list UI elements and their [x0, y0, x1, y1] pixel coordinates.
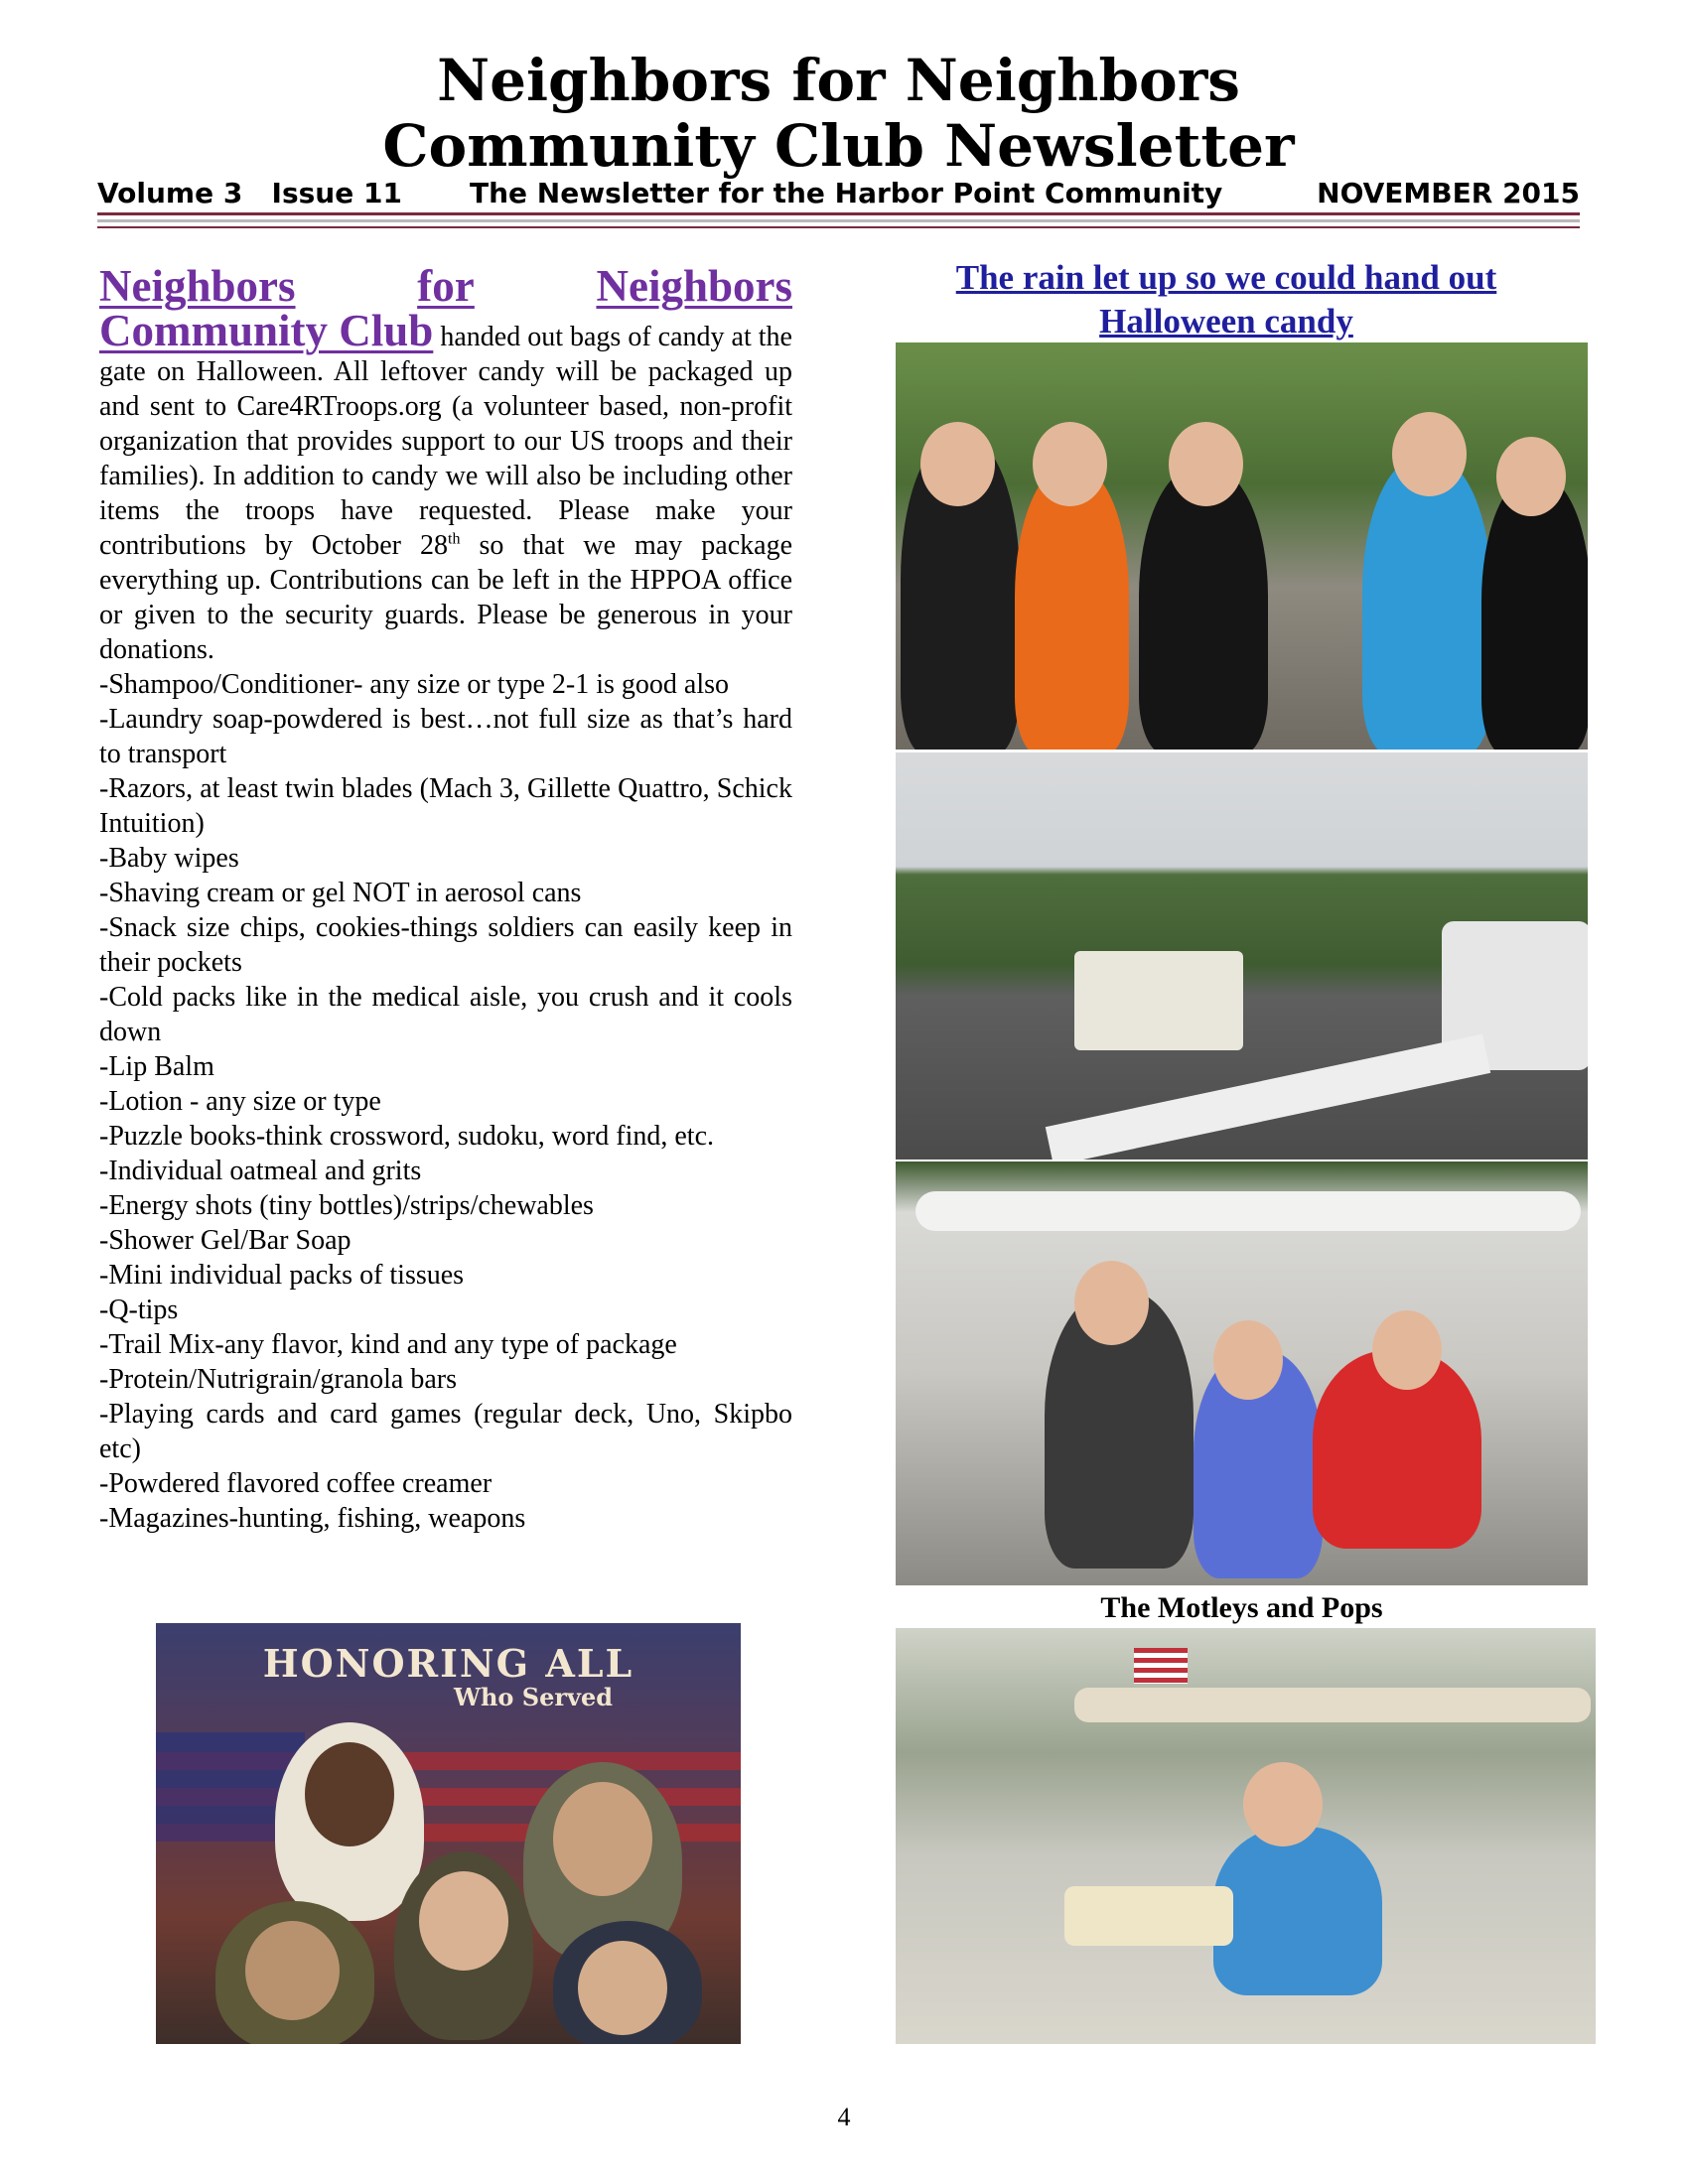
poster-title: HONORING ALL — [262, 1641, 634, 1686]
photo-ladies-with-candy — [896, 342, 1588, 750]
requested-item: -Playing cards and card games (regular deck, Uno, Skipbo etc) — [99, 1399, 792, 1464]
requested-item: -Trail Mix-any flavor, kind and any type of package — [99, 1329, 677, 1360]
motleys-caption: The Motleys and Pops — [1100, 1591, 1383, 1624]
requested-item: -Shaving cream or gel NOT in aerosol cans — [99, 878, 582, 908]
article-intro — [99, 306, 792, 667]
masthead-title-line1: Neighbors for Neighbors — [437, 47, 1240, 114]
headline-word-1: Neighbors — [99, 261, 296, 311]
requested-item: -Shower Gel/Bar Soap — [99, 1225, 352, 1256]
poster-subtitle: Who Served — [454, 1683, 614, 1711]
us-flag — [1134, 1648, 1188, 1684]
requested-item: -Shampoo/Conditioner- any size or type 2-1 is good also — [99, 669, 730, 700]
photo-man-in-cart — [896, 1628, 1596, 2044]
soldier-face — [245, 1921, 340, 2020]
marine-face — [578, 1941, 667, 2035]
requested-item: -Lotion - any size or type — [99, 1086, 381, 1117]
masthead-rule-middle — [97, 219, 1580, 222]
requested-item: -Razors, at least twin blades (Mach 3, Gillette Quattro, Schick Intuition) — [99, 773, 792, 839]
army-woman-face — [419, 1871, 508, 1971]
sailor-face — [305, 1742, 394, 1846]
honoring-all-poster — [156, 1623, 741, 2044]
golf-cart — [1074, 951, 1243, 1050]
masthead-rule-bottom — [97, 226, 1580, 228]
person-head — [1074, 1261, 1149, 1345]
candy-drive-article — [99, 258, 792, 1536]
person — [1362, 457, 1491, 750]
page-number: 4 — [837, 2103, 851, 2131]
masthead-rule-top — [97, 212, 1580, 215]
requested-item: -Mini individual packs of tissues — [99, 1260, 465, 1291]
masthead — [97, 48, 1580, 179]
requested-item: -Powdered flavored coffee creamer — [99, 1468, 492, 1499]
cart-roof — [915, 1191, 1581, 1231]
headline-word-2: for — [417, 261, 475, 311]
person — [1481, 477, 1588, 750]
person-head — [1496, 437, 1566, 516]
requested-item: -Baby wipes — [99, 843, 239, 874]
person-head — [1372, 1310, 1442, 1390]
requested-item: -Magazines-hunting, fishing, weapons — [99, 1503, 526, 1534]
requested-item: -Energy shots (tiny bottles)/strips/chewables — [99, 1190, 594, 1221]
person — [1213, 1827, 1382, 1995]
intro-text-part2: so that we may package everything up. Contributions can be left in the HPPOA office or given to the security guards. Please be generous in your donations. — [99, 530, 792, 665]
person-head — [1033, 422, 1107, 506]
person-head — [1243, 1762, 1323, 1846]
person — [1015, 467, 1129, 750]
photo-girls-in-cart — [896, 1161, 1588, 1585]
photo-gate-road — [896, 752, 1588, 1160]
issue-date: NOVEMBER 2015 — [1317, 177, 1580, 209]
intro-text-part1: handed out bags of candy at the gate on Halloween. All leftover candy will be packaged up and sent to Care4RTroops.org (a volunteer based, non-profit organization that provides support to our US troops and their families). In addition to candy we will also be including other items the troops have requested. Please make your contributions by October 28 — [99, 322, 792, 561]
person — [1139, 467, 1268, 750]
requested-item: -Snack size chips, cookies-things soldiers can easily keep in their pockets — [99, 912, 792, 978]
person-head — [920, 422, 995, 506]
article-headline-line2: Community Club — [99, 306, 434, 355]
requested-items-list — [99, 667, 792, 1536]
cart-roof — [1074, 1688, 1591, 1722]
requested-item: -Lip Balm — [99, 1051, 214, 1082]
tagline: The Newsletter for the Harbor Point Community — [470, 177, 1223, 209]
requested-item: -Protein/Nutrigrain/granola bars — [99, 1364, 458, 1395]
volume-issue: Volume 3 Issue 11 — [97, 177, 402, 209]
requested-item: -Laundry soap-powdered is best…not full size as that’s hard to transport — [99, 704, 792, 769]
photo-caption: The rain let up so we could hand out Halloween candy — [955, 258, 1497, 341]
cart-seat — [1064, 1886, 1233, 1946]
pilot-face — [553, 1782, 652, 1896]
person-head — [1392, 412, 1467, 496]
masthead-title-line2: Community Club Newsletter — [382, 112, 1295, 180]
gate-arm — [1046, 1034, 1490, 1160]
person-head — [1169, 422, 1243, 506]
headline-word-3: Neighbors — [596, 261, 792, 311]
requested-item: -Individual oatmeal and grits — [99, 1156, 422, 1186]
issue-line — [97, 177, 1580, 214]
intro-superscript: th — [448, 530, 461, 548]
person-head — [1213, 1320, 1283, 1400]
requested-item: -Cold packs like in the medical aisle, you crush and it cools down — [99, 982, 792, 1047]
requested-item: -Q-tips — [99, 1295, 179, 1325]
requested-item: -Puzzle books-think crossword, sudoku, word find, etc. — [99, 1121, 715, 1152]
